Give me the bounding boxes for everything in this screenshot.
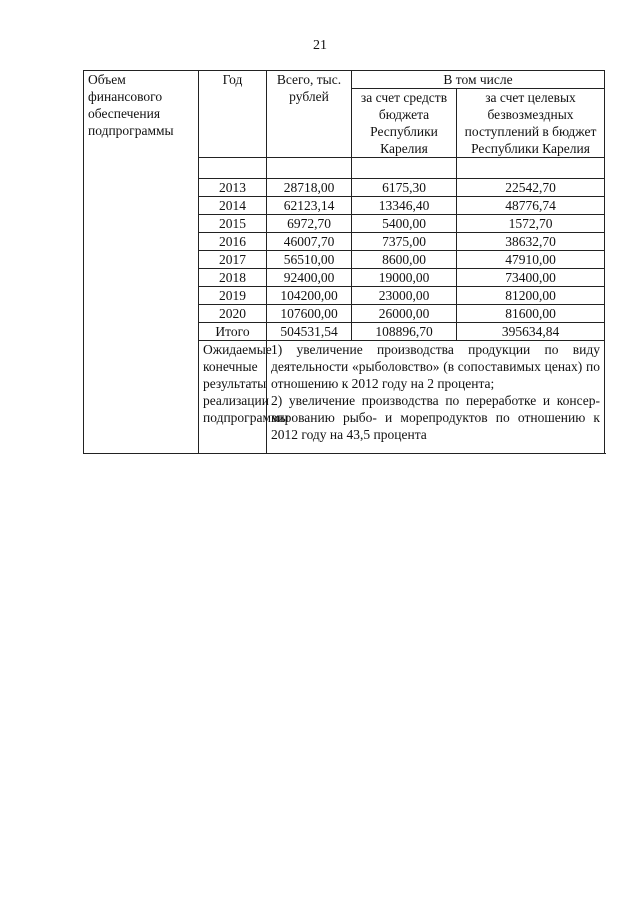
header-including: В том числе [352, 71, 605, 89]
grants-cell: 47910,00 [457, 251, 605, 269]
year-cell: 2019 [199, 287, 267, 305]
results-item: 2) увеличение производства по переработке и консервированию рыбо- и морепродуктов по отношению к 2012 году на 43,5 процента [271, 393, 600, 442]
year-cell: 2015 [199, 215, 267, 233]
blank-cell [457, 158, 605, 179]
total-cell: 104200,00 [267, 287, 352, 305]
grants-cell: 395634,84 [457, 323, 605, 341]
grants-cell: 48776,74 [457, 197, 605, 215]
funding-label: Объем финансового обеспечения подпрограммы [84, 71, 199, 454]
page-number: 21 [313, 38, 327, 53]
subprogram-table [83, 70, 605, 454]
budget-cell: 26000,00 [352, 305, 457, 323]
budget-cell: 6175,30 [352, 179, 457, 197]
budget-cell: 5400,00 [352, 215, 457, 233]
total-cell: 28718,00 [267, 179, 352, 197]
blank-cell [199, 158, 267, 179]
budget-cell: 13346,40 [352, 197, 457, 215]
grants-cell: 73400,00 [457, 269, 605, 287]
grants-cell: 81600,00 [457, 305, 605, 323]
blank-cell [352, 158, 457, 179]
year-cell: 2016 [199, 233, 267, 251]
total-cell: 6972,70 [267, 215, 352, 233]
total-cell: 504531,54 [267, 323, 352, 341]
budget-cell: 19000,00 [352, 269, 457, 287]
total-cell: 46007,70 [267, 233, 352, 251]
grants-cell: 81200,00 [457, 287, 605, 305]
budget-cell: 8600,00 [352, 251, 457, 269]
budget-cell: 108896,70 [352, 323, 457, 341]
year-cell: Итого [199, 323, 267, 341]
total-cell: 92400,00 [267, 269, 352, 287]
grants-cell: 22542,70 [457, 179, 605, 197]
header-total: Всего, тыс. рублей [267, 71, 352, 158]
header-year: Год [199, 71, 267, 158]
results-text [267, 341, 605, 454]
total-cell: 56510,00 [267, 251, 352, 269]
year-cell: 2013 [199, 179, 267, 197]
year-cell: 2020 [199, 305, 267, 323]
header-row-1 [84, 71, 605, 89]
header-budget: за счет средств бюджета Республики Карелия [352, 89, 457, 158]
budget-cell: 7375,00 [352, 233, 457, 251]
grants-cell: 38632,70 [457, 233, 605, 251]
year-cell: 2018 [199, 269, 267, 287]
grants-cell: 1572,70 [457, 215, 605, 233]
year-cell: 2017 [199, 251, 267, 269]
total-cell: 107600,00 [267, 305, 352, 323]
budget-cell: 23000,00 [352, 287, 457, 305]
results-label: Ожидаемые конечные результаты реализации подпрограммы [199, 341, 267, 454]
header-grants: за счет целевых безвозмездных поступлений в бюджет Республики Карелия [457, 89, 605, 158]
results-item: 1) увеличение производства продукции по виду деятельности «рыболовство» (в сопоставимых ценах) по отношению к 2012 году на 2 процента; [271, 342, 600, 391]
year-cell: 2014 [199, 197, 267, 215]
blank-cell [267, 158, 352, 179]
total-cell: 62123,14 [267, 197, 352, 215]
